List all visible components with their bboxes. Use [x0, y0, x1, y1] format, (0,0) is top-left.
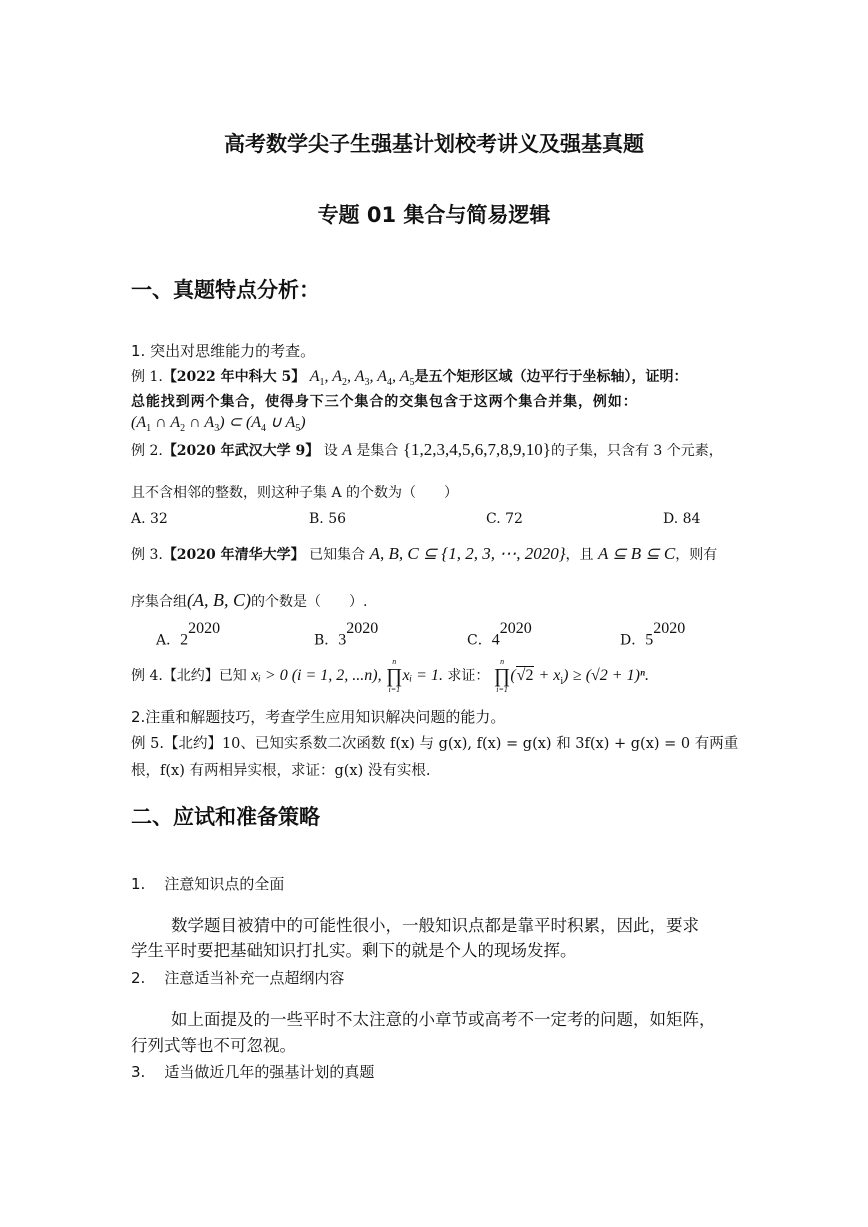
example-3-option-b: B．$3^{2020}$: [314, 620, 379, 649]
document-title: 高考数学尖子生强基计划校考讲义及强基真题: [224, 132, 644, 156]
example-2-option-d: D. 84: [663, 511, 701, 527]
strategy-1-para-2: 学生平时要把基础知识打扎实。剩下的就是个人的现场发挥。: [131, 941, 577, 960]
strategy-2-para-1: 如上面提及的一些平时不太注意的小章节或高考不一定考的问题，如矩阵，: [171, 1010, 716, 1029]
strategy-3-title: 适当做近几年的强基计划的真题: [164, 1063, 375, 1081]
example-4-text-1: 已知: [218, 668, 247, 684]
example-3-math-3: (A, B, C): [187, 590, 251, 610]
example-5-source: 【北约】: [163, 736, 222, 752]
strategy-1-title: 注意知识点的全面: [164, 875, 285, 893]
example-3-math-1: A, B, C ⊆ {1, 2, 3, ⋯, 2020}: [369, 544, 566, 563]
strategy-1-number: 1.: [131, 875, 146, 893]
example-3-text-a: 已知集合: [309, 547, 366, 563]
example-5-label: 例 5.: [131, 736, 164, 752]
example-2-text-a: 设: [323, 443, 338, 459]
example-2-option-c: C. 72: [486, 511, 523, 527]
example-2-line-2: 且不含相邻的整数，则这种子集 A 的个数为（ ）: [131, 485, 459, 501]
example-4-product-term: $(√2 + x_i)$: [510, 667, 569, 688]
example-5-text-1: 10、已知实系数二次函数 f(x) 与 g(x), f(x) = g(x) 和 3f(x) + g(x) = 0 有两重: [221, 736, 739, 752]
example-2-text-c: 的子集，只含有 3 个元素，: [550, 443, 723, 459]
example-3-label: 例 3.: [131, 547, 163, 563]
example-3-line-2: [131, 590, 367, 611]
strategy-3-number: 3.: [131, 1063, 146, 1081]
example-2-var: A: [342, 442, 352, 459]
product-symbol-2: n ∏ i=1: [493, 657, 511, 694]
example-5-line-1: [131, 732, 738, 753]
section-2-heading: 二、应试和准备策略: [131, 805, 320, 829]
example-3-option-a: A．$2^{2020}$: [156, 620, 221, 649]
strategy-2-number: 2.: [131, 969, 146, 987]
example-3-text-2b: 的个数是（ ）.: [250, 594, 368, 610]
document-subtitle: 专题 01 集合与简易逻辑: [317, 203, 551, 227]
point-1: 1. 突出对思维能力的考查。: [131, 342, 316, 360]
example-4-label: 例 4.: [131, 668, 163, 684]
example-4-text-2: 求证：: [447, 668, 490, 684]
strategy-3: [131, 1061, 374, 1082]
strategy-2: [131, 967, 344, 988]
example-2-set: {1,2,3,4,5,6,7,8,9,10}: [402, 440, 551, 459]
example-4-equation: xᵢ = 1.: [402, 667, 443, 684]
example-1-math: $A_1$, $A_2$, $A_3$, $A_4$, $A_5$: [309, 368, 415, 389]
example-4-condition: xᵢ > 0 (i = 1, 2, ...n),: [251, 667, 382, 684]
example-3-line-1: [131, 544, 717, 564]
example-1-label: 例 1.: [131, 369, 163, 385]
strategy-1: [131, 873, 284, 894]
example-1-formula: ($A_1$ ∩ $A_2$ ∩ $A_3$) ⊂ ($A_4$ ∪ $A_5$): [131, 414, 306, 435]
example-1-text-1: 是五个矩形区域（边平行于坐标轴），证明：: [414, 369, 688, 385]
example-1-line-2: 总能找到两个集合，使得身下三个集合的交集包含于这两个集合并集，例如：: [131, 394, 638, 410]
product-symbol: n ∏ i=1: [386, 657, 403, 694]
example-3-text-b: ，且: [565, 547, 594, 563]
example-4-inequality: ≥ (√2 + 1)ⁿ.: [572, 667, 649, 684]
example-1-line-1: [131, 366, 687, 388]
example-2-label: 例 2.: [131, 443, 163, 459]
example-3-text-c: ，则有: [675, 547, 718, 563]
strategy-2-title: 注意适当补充一点超纲内容: [164, 969, 345, 987]
example-3-option-d: D．$5^{2020}$: [620, 620, 686, 649]
example-1-source: 【2022 年中科大 5】: [162, 369, 306, 385]
strategy-1-para-1: 数学题目被猜中的可能性很小，一般知识点都是靠平时积累，因此，要求: [171, 916, 699, 935]
example-2-option-b: B. 56: [309, 511, 347, 527]
section-1-heading: 一、真题特点分析：: [131, 278, 320, 302]
example-3-source: 【2020 年清华大学】: [162, 547, 305, 563]
example-4-source: 【北约】: [162, 668, 219, 684]
example-2-option-a: A. 32: [131, 511, 168, 527]
example-5-line-2: 根，f(x) 有两相异实根，求证：g(x) 没有实根.: [131, 763, 431, 779]
strategy-2-para-2: 行列式等也不可忽视。: [131, 1036, 296, 1055]
point-2: 2.注重和解题技巧，考查学生应用知识解决问题的能力。: [131, 708, 506, 726]
example-2-source: 【2020 年武汉大学 9】: [162, 443, 320, 459]
example-2-text-b: 是集合: [356, 443, 399, 459]
example-2-line-1: [131, 440, 723, 460]
example-4-line: [131, 658, 649, 694]
example-3-option-c: C．$4^{2020}$: [467, 620, 532, 649]
example-3-math-2: A ⊆ B ⊆ C: [597, 544, 676, 563]
example-3-text-2a: 序集合组: [131, 594, 187, 610]
